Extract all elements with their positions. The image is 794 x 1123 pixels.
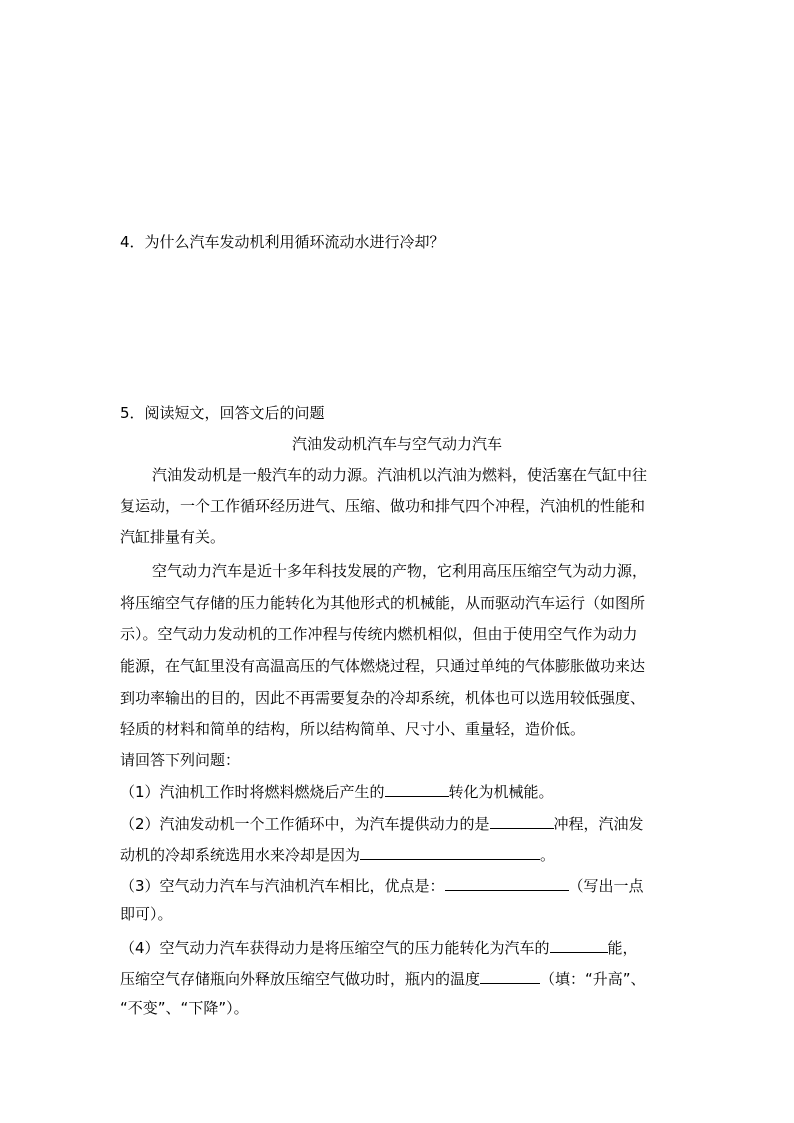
sub-question-1 (120, 780, 554, 802)
article-p1-line-1: 汽油发动机是一般汽车的动力源。汽油机以汽油为燃料，使活塞在气缸中往 (152, 466, 648, 484)
sub-question-4 (120, 936, 638, 958)
sub-question-3-text-a: （3）空气动力汽车与汽油机汽车相比，优点是： (120, 877, 445, 895)
article-p2-line-2: 将压缩空气存储的压力能转化为其他形式的机械能，从而驱动汽车运行（如图所 (120, 594, 646, 612)
sub-question-1-text-b: 转化为机械能。 (448, 783, 554, 801)
sub-question-3 (120, 874, 644, 896)
article-p2-line-4: 能源，在气缸里没有高温高压的气体燃烧过程，只通过单纯的气体膨胀做功来达 (120, 657, 646, 675)
sub-question-2-text-b: 冲程，汽油发 (553, 815, 644, 833)
article-p1-line-3: 汽缸排量有关。 (120, 528, 226, 546)
questions-prompt: 请回答下列问题： (120, 751, 241, 769)
sub-question-3-text-b: （写出一点 (568, 877, 644, 895)
article-p1-line-2: 复运动，一个工作循环经历进气、压缩、做功和排气四个冲程，汽油机的性能和 (120, 497, 646, 515)
sub-question-1-text-a: （1）汽油机工作时将燃料燃烧后产生的 (120, 783, 385, 801)
answer-blank-2a[interactable] (490, 812, 554, 829)
article-p2-line-1: 空气动力汽车是近十多年科技发展的产物，它利用高压压缩空气为动力源， (152, 562, 648, 580)
sub-question-2-cont (120, 843, 555, 865)
article-p2-line-5: 到功率输出的目的，因此不再需要复杂的冷却系统，机体也可以选用较低强度、 (120, 689, 646, 707)
article-p2-line-6: 轻质的材料和简单的结构，所以结构简单、尺寸小、重量轻，造价低。 (120, 720, 586, 738)
answer-blank-3[interactable] (445, 874, 569, 891)
article-title: 汽油发动机汽车与空气动力汽车 (291, 435, 502, 453)
answer-blank-4a[interactable] (550, 936, 608, 953)
sub-question-4-cont (120, 967, 646, 989)
sub-question-2-text-d: 。 (540, 846, 556, 864)
sub-question-4-text-b: 能， (607, 939, 638, 957)
answer-blank-2b[interactable] (360, 843, 540, 860)
answer-blank-1[interactable] (385, 780, 449, 797)
sub-question-3-cont: 即可）。 (120, 905, 173, 923)
sub-question-4-text-d: （填：“升高”、 (540, 970, 646, 988)
article-p2-line-3: 示）。空气动力发动机的工作冲程与传统内燃机相似，但由于使用空气作为动力 (120, 625, 638, 643)
sub-question-4-text-a: （4）空气动力汽车获得动力是将压缩空气的压力能转化为汽车的 (120, 939, 550, 957)
sub-question-2-text-a: （2）汽油发动机一个工作循环中，为汽车提供动力的是 (120, 815, 490, 833)
sub-question-2 (120, 812, 644, 834)
sub-question-2-text-c: 动机的冷却系统选用水来冷却是因为 (120, 846, 361, 864)
sub-question-4-end: “不变”、“下降”）。 (120, 999, 249, 1017)
sub-question-4-text-c: 压缩空气存储瓶向外释放压缩空气做功时，瓶内的温度 (120, 970, 481, 988)
answer-blank-4b[interactable] (480, 967, 540, 984)
question-4: 4．为什么汽车发动机利用循环流动水进行冷却？ (120, 233, 445, 251)
question-5-intro: 5．阅读短文，回答文后的问题 (120, 404, 325, 422)
